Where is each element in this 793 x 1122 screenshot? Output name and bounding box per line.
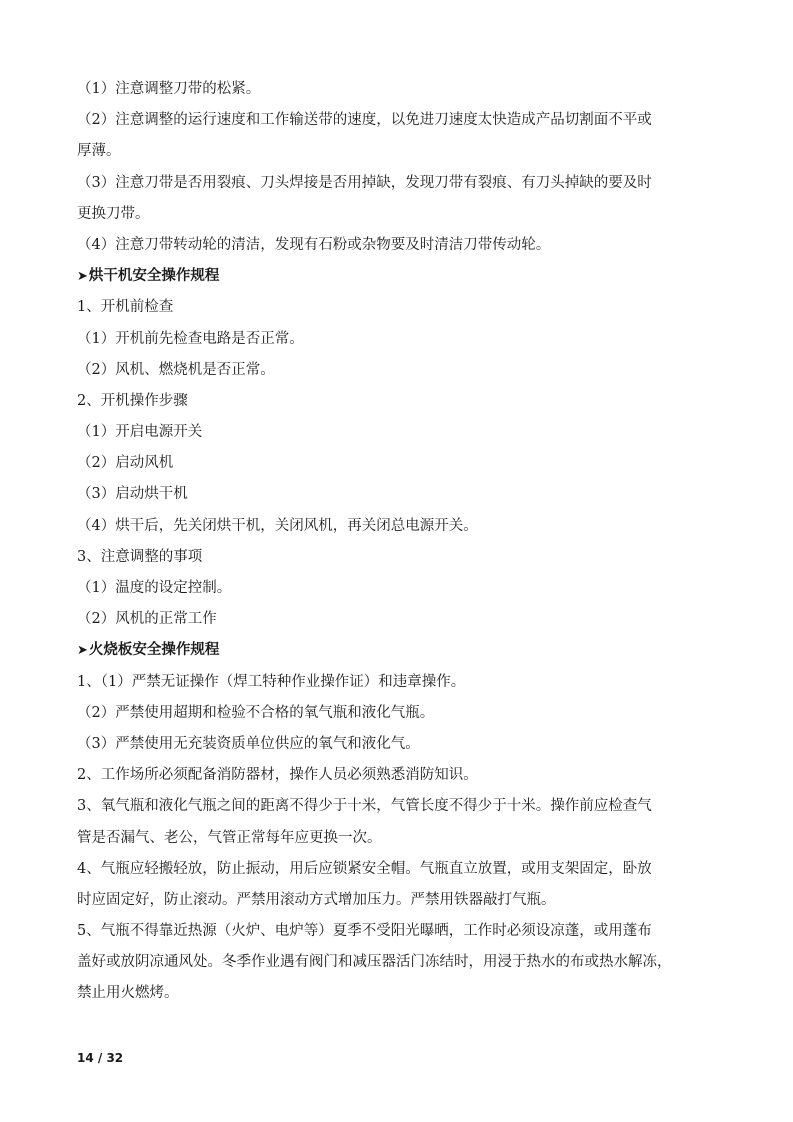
- text-line: [77, 292, 722, 323]
- text-line: [77, 760, 722, 791]
- line-text: （2）风机的正常工作: [77, 611, 217, 628]
- line-text: （2）注意调整的运行速度和工作输送带的速度，以免进刀速度太快造成产品切割面不平或: [77, 112, 652, 129]
- line-text: 5、气瓶不得靠近热源（火炉、电炉等）夏季不受阳光曝晒，工作时必须设凉蓬，或用蓬布: [77, 923, 652, 940]
- text-line: [77, 448, 722, 479]
- text-line: [77, 74, 722, 105]
- line-text: 时应固定好，防止滚动。严禁用滚动方式增加压力。严禁用铁器敲打气瓶。: [77, 891, 556, 908]
- line-text: 4、气瓶应轻搬轻放，防止振动，用后应锁紧安全帽。气瓶直立放置，或用支架固定，卧放: [77, 860, 652, 877]
- line-text: （1）注意调整刀带的松紧。: [77, 81, 261, 97]
- text-line: [77, 885, 722, 916]
- text-line: [77, 978, 722, 1009]
- text-line: [77, 199, 722, 230]
- line-text: （1）开启电源开关: [77, 424, 203, 441]
- text-line: [77, 230, 722, 261]
- text-line: [77, 479, 722, 510]
- text-line: [77, 168, 722, 199]
- text-line: [77, 791, 722, 822]
- line-text: 盖好或放阴凉通风处。冬季作业遇有阀门和减压器活门冻结时，用浸于热水的布或热水解冻，: [77, 954, 672, 971]
- text-line: [77, 823, 722, 854]
- page-number: 14 / 32: [77, 1051, 124, 1065]
- text-line: [77, 105, 722, 136]
- text-line: [77, 324, 722, 355]
- text-line: [77, 386, 722, 417]
- document-body: [77, 74, 722, 1010]
- line-text: （4）烘干后，先关闭烘干机，关闭风机，再关闭总电源开关。: [77, 517, 478, 534]
- text-line: [77, 417, 722, 448]
- line-text: （2）风机、燃烧机是否正常。: [77, 361, 275, 378]
- line-text: 2、工作场所必须配备消防器材，操作人员必须熟悉消防知识。: [77, 767, 478, 784]
- line-text: （3）注意刀带是否用裂痕、刀头焊接是否用掉缺，发现刀带有裂痕、有刀头掉缺的要及时: [77, 174, 652, 191]
- text-line: [77, 136, 722, 167]
- line-text: 更换刀带。: [77, 205, 150, 222]
- text-line: [77, 854, 722, 885]
- line-text: 1、开机前检查: [77, 299, 174, 316]
- arrow-bullet-icon: ➤: [77, 643, 88, 659]
- text-line: [77, 511, 722, 542]
- text-line: [77, 916, 722, 947]
- text-line: [77, 698, 722, 729]
- line-text: 1、（1）严禁无证操作（焊工特种作业操作证）和违章操作。: [77, 673, 466, 690]
- line-text: 管是否漏气、老公，气管正常每年应更换一次。: [77, 829, 382, 846]
- arrow-bullet-icon: ➤: [77, 269, 88, 285]
- line-text: （2）启动风机: [77, 455, 174, 472]
- line-text: 厚薄。: [77, 143, 121, 160]
- line-text: 3、氧气瓶和液化气瓶之间的距离不得少于十米，气管长度不得少于十米。操作前应检查气: [77, 798, 652, 815]
- text-line: [77, 729, 722, 760]
- section-heading: [77, 635, 722, 666]
- text-line: [77, 573, 722, 604]
- line-text: （1）温度的设定控制。: [77, 580, 232, 596]
- line-text: （4）注意刀带转动轮的清洁，发现有石粉或杂物要及时清洁刀带传动轮。: [77, 236, 551, 253]
- text-line: [77, 542, 722, 573]
- text-line: [77, 947, 722, 978]
- line-text: （2）严禁使用超期和检验不合格的氧气瓶和液化气瓶。: [77, 704, 435, 721]
- line-text: 禁止用火燃烤。: [77, 985, 179, 1002]
- line-text: （3）严禁使用无充装资质单位供应的氧气和液化气。: [77, 735, 420, 752]
- section-heading: [77, 261, 722, 292]
- text-line: [77, 604, 722, 635]
- text-line: [77, 355, 722, 386]
- line-text: 烘干机安全操作规程: [88, 268, 220, 285]
- line-text: 2、开机操作步骤: [77, 392, 188, 409]
- line-text: （1）开机前先检查电路是否正常。: [77, 330, 304, 347]
- text-line: [77, 667, 722, 698]
- line-text: 3、注意调整的事项: [77, 548, 203, 565]
- line-text: 火烧板安全操作规程: [88, 642, 220, 659]
- line-text: （3）启动烘干机: [77, 486, 188, 503]
